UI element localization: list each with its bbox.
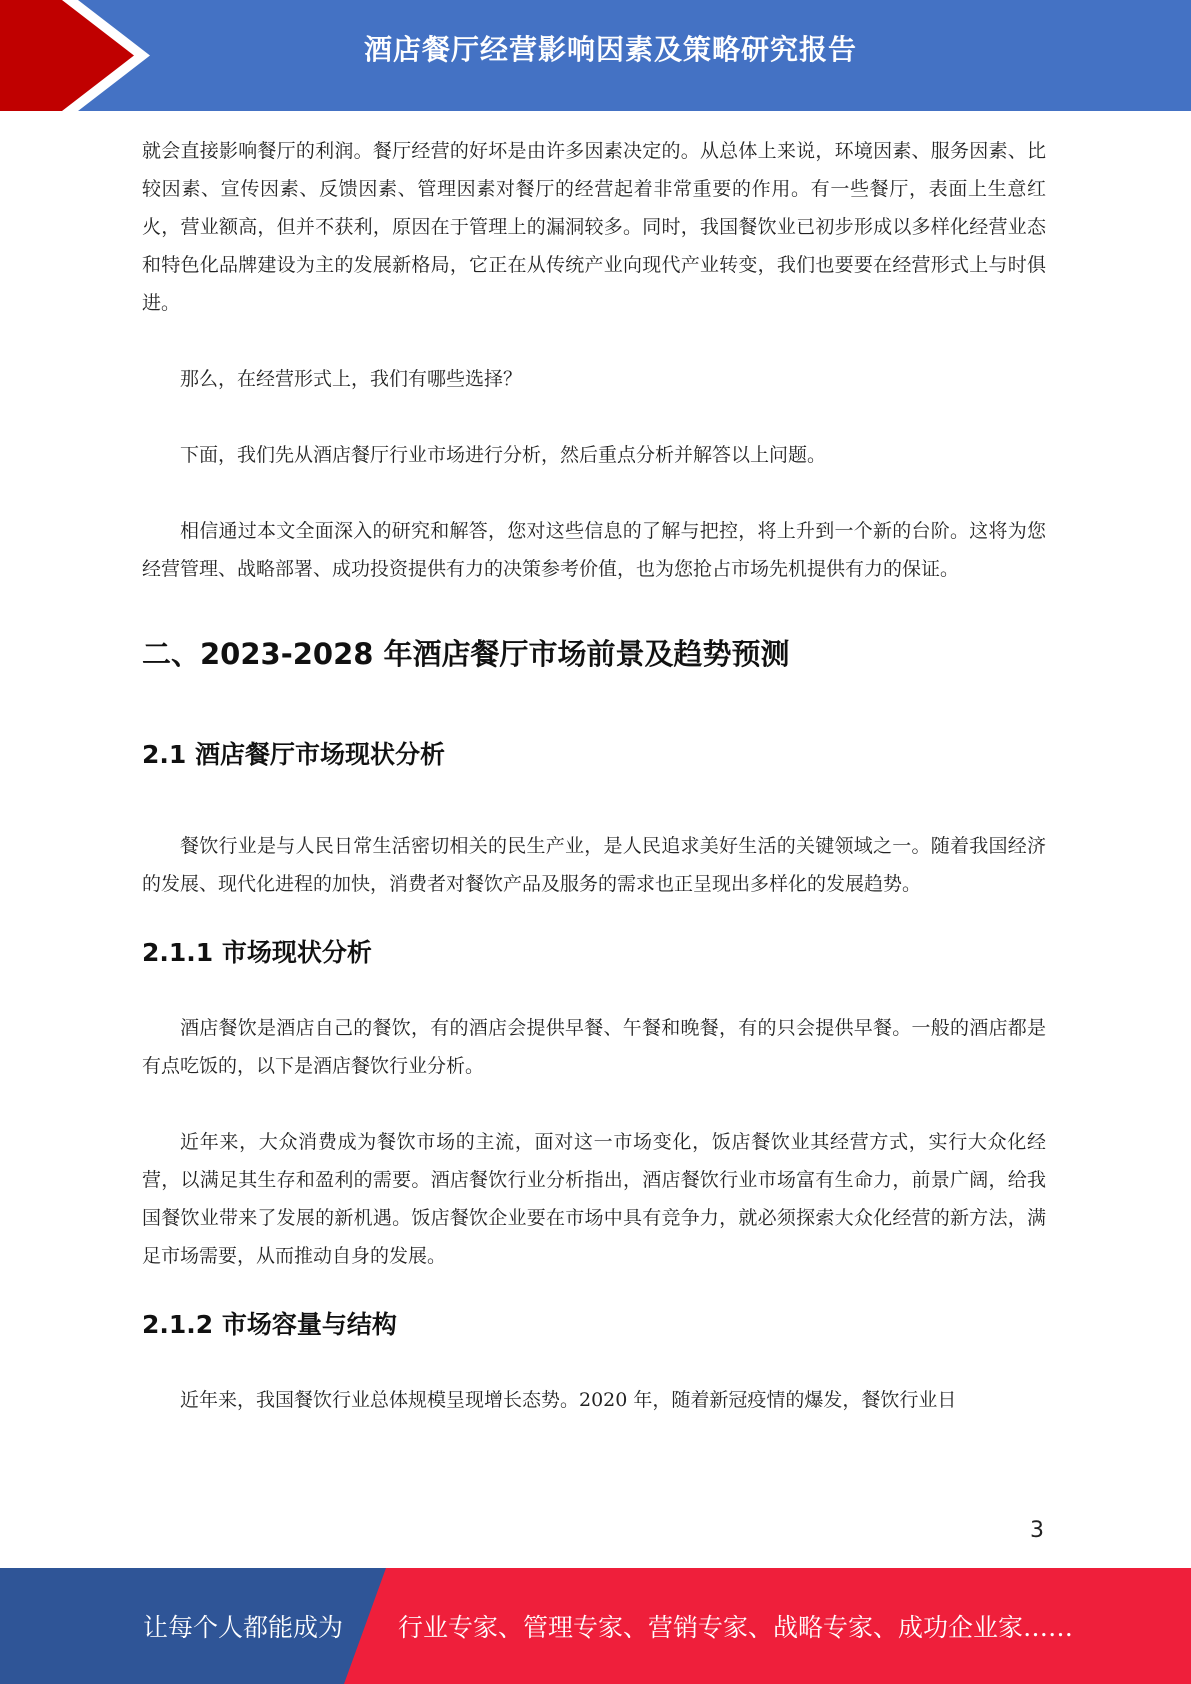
document-body — [142, 132, 1046, 1419]
page-number: 3 — [1030, 1518, 1044, 1543]
paragraph-value-statement: 相信通过本文全面深入的研究和解答，您对这些信息的了解与把控，将上升到一个新的台阶。这将为您经营管理、战略部署、成功投资提供有力的决策参考价值，也为您抢占市场先机提供有力的保证。 — [142, 520, 1046, 580]
paragraph-industry-overview: 餐饮行业是与人民日常生活密切相关的民生产业，是人民追求美好生活的关键领域之一。随着我国经济的发展、现代化进程的加快，消费者对餐饮产品及服务的需求也正呈现出多样化的发展趋势。 — [142, 835, 1046, 895]
paragraph-hotel-dining: 酒店餐饮是酒店自己的餐饮，有的酒店会提供早餐、午餐和晚餐，有的只会提供早餐。一般的酒店都是有点吃饭的，以下是酒店餐饮行业分析。 — [142, 1017, 1046, 1077]
report-title: 酒店餐厅经营影响因素及策略研究报告 — [363, 33, 857, 66]
paragraph-mass-consumption: 近年来，大众消费成为餐饮市场的主流，面对这一市场变化，饭店餐饮业其经营方式，实行大众化经营，以满足其生存和盈利的需要。酒店餐饮行业分析指出，酒店餐饮行业市场富有生命力，前景广阔，给我国餐饮业带来了发展的新机遇。饭店餐饮企业要在市场中具有竞争力，就必须探索大众化经营的新方法，满足市场需要，从而推动自身的发展。 — [142, 1131, 1046, 1267]
paragraph-question: 那么，在经营形式上，我们有哪些选择？ — [180, 368, 523, 390]
footer-slogan-right: 行业专家、管理专家、营销专家、战略专家、成功企业家…… — [398, 1613, 1074, 1642]
section-heading-2: 二、2023-2028 年酒店餐厅市场前景及趋势预测 — [142, 637, 790, 671]
paragraph-analysis-plan: 下面，我们先从酒店餐厅行业市场进行分析，然后重点分析并解答以上问题。 — [180, 444, 827, 466]
subsection-heading-2-1-2: 2.1.2 市场容量与结构 — [142, 1310, 397, 1339]
footer-slogan-left: 让每个人都能成为 — [143, 1613, 344, 1642]
paragraph-market-scale: 近年来，我国餐饮行业总体规模呈现增长态势。2020 年，随着新冠疫情的爆发，餐饮行业日 — [180, 1389, 957, 1411]
page-footer — [0, 1568, 1191, 1684]
paragraph-intro-continued: 就会直接影响餐厅的利润。餐厅经营的好坏是由许多因素决定的。从总体上来说，环境因素、服务因素、比较因素、宣传因素、反馈因素、管理因素对餐厅的经营起着非常重要的作用。有一些餐厅，表面上生意红火，营业额高，但并不获利，原因在于管理上的漏洞较多。同时，我国餐饮业已初步形成以多样化经营业态和特色化品牌建设为主的发展新格局，它正在从传统产业向现代产业转变，我们也要要在经营形式上与时俱进。 — [142, 140, 1046, 314]
subsection-heading-2-1: 2.1 酒店餐厅市场现状分析 — [142, 740, 445, 769]
subsection-heading-2-1-1: 2.1.1 市场现状分析 — [142, 938, 372, 967]
page-header — [0, 0, 1191, 111]
